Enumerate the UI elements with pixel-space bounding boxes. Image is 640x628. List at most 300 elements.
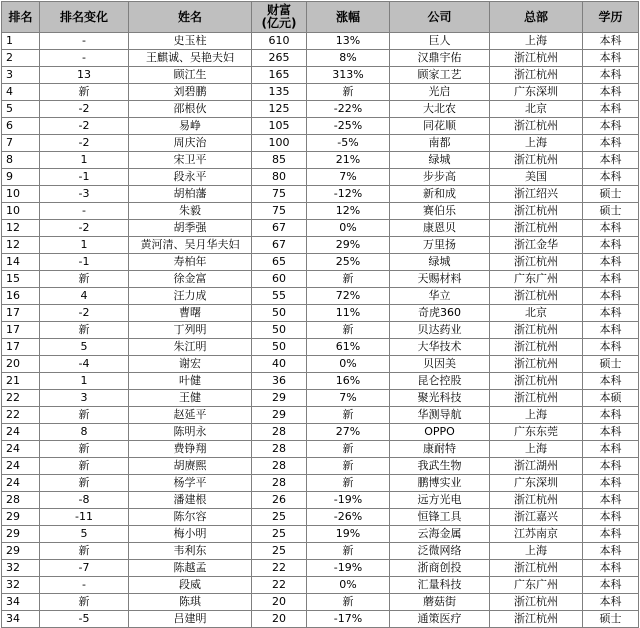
cell-rank: 5 xyxy=(2,101,40,118)
cell-wealth: 135 xyxy=(252,84,307,101)
cell-company: OPPO xyxy=(390,424,490,441)
cell-rank-change: -1 xyxy=(40,254,129,271)
cell-company: 华立 xyxy=(390,288,490,305)
cell-headquarters: 浙江杭州 xyxy=(490,356,583,373)
table-row xyxy=(2,441,639,458)
cell-rank: 21 xyxy=(2,373,40,390)
cell-company: 远方光电 xyxy=(390,492,490,509)
cell-name: 费铮翔 xyxy=(129,441,252,458)
cell-headquarters: 美国 xyxy=(490,169,583,186)
cell-wealth: 265 xyxy=(252,50,307,67)
cell-company: 奇虎360 xyxy=(390,305,490,322)
cell-headquarters: 浙江绍兴 xyxy=(490,186,583,203)
header-name: 姓名 xyxy=(129,2,252,33)
cell-wealth: 25 xyxy=(252,526,307,543)
cell-growth: 新 xyxy=(307,322,390,339)
cell-rank-change: - xyxy=(40,50,129,67)
cell-headquarters: 浙江杭州 xyxy=(490,288,583,305)
cell-growth: 0% xyxy=(307,577,390,594)
cell-rank-change: 新 xyxy=(40,441,129,458)
cell-education: 本科 xyxy=(583,254,639,271)
cell-company: 汇量科技 xyxy=(390,577,490,594)
cell-company: 步步高 xyxy=(390,169,490,186)
cell-wealth: 125 xyxy=(252,101,307,118)
table-row xyxy=(2,288,639,305)
cell-wealth: 20 xyxy=(252,594,307,611)
cell-company: 天赐材料 xyxy=(390,271,490,288)
cell-wealth: 75 xyxy=(252,186,307,203)
cell-growth: 25% xyxy=(307,254,390,271)
table-row xyxy=(2,305,639,322)
cell-rank: 24 xyxy=(2,475,40,492)
cell-company: 鹏博实业 xyxy=(390,475,490,492)
cell-rank-change: 5 xyxy=(40,339,129,356)
cell-headquarters: 浙江嘉兴 xyxy=(490,509,583,526)
cell-name: 宋卫平 xyxy=(129,152,252,169)
cell-growth: -5% xyxy=(307,135,390,152)
table-row xyxy=(2,203,639,220)
cell-wealth: 100 xyxy=(252,135,307,152)
cell-rank-change: - xyxy=(40,33,129,50)
cell-education: 本科 xyxy=(583,271,639,288)
cell-wealth: 28 xyxy=(252,475,307,492)
cell-name: 段永平 xyxy=(129,169,252,186)
cell-headquarters: 上海 xyxy=(490,407,583,424)
cell-growth: 61% xyxy=(307,339,390,356)
cell-wealth: 50 xyxy=(252,305,307,322)
table-row xyxy=(2,373,639,390)
table-row xyxy=(2,67,639,84)
cell-rank: 34 xyxy=(2,594,40,611)
cell-wealth: 67 xyxy=(252,237,307,254)
cell-education: 本科 xyxy=(583,577,639,594)
cell-name: 邵根伙 xyxy=(129,101,252,118)
header-wealth: 财富 (亿元) xyxy=(252,2,307,33)
table-row xyxy=(2,407,639,424)
cell-name: 徐金富 xyxy=(129,271,252,288)
cell-headquarters: 广东深圳 xyxy=(490,84,583,101)
cell-growth: -17% xyxy=(307,611,390,628)
cell-growth: 11% xyxy=(307,305,390,322)
cell-rank: 29 xyxy=(2,526,40,543)
cell-education: 本科 xyxy=(583,305,639,322)
cell-education: 本科 xyxy=(583,237,639,254)
cell-education: 本科 xyxy=(583,101,639,118)
cell-rank-change: -8 xyxy=(40,492,129,509)
cell-education: 本科 xyxy=(583,441,639,458)
table-row xyxy=(2,424,639,441)
table-row xyxy=(2,543,639,560)
cell-rank-change: 4 xyxy=(40,288,129,305)
cell-rank: 16 xyxy=(2,288,40,305)
table-row xyxy=(2,356,639,373)
cell-company: 新和成 xyxy=(390,186,490,203)
header-rank-change: 排名变化 xyxy=(40,2,129,33)
cell-rank: 24 xyxy=(2,458,40,475)
cell-name: 段威 xyxy=(129,577,252,594)
cell-rank-change: 1 xyxy=(40,373,129,390)
cell-wealth: 22 xyxy=(252,560,307,577)
cell-company: 贝达药业 xyxy=(390,322,490,339)
cell-rank-change: - xyxy=(40,577,129,594)
cell-education: 本科 xyxy=(583,118,639,135)
table-row xyxy=(2,50,639,67)
cell-growth: 12% xyxy=(307,203,390,220)
cell-growth: -19% xyxy=(307,560,390,577)
cell-rank-change: 新 xyxy=(40,407,129,424)
cell-name: 顾江生 xyxy=(129,67,252,84)
cell-growth: 19% xyxy=(307,526,390,543)
table-row xyxy=(2,186,639,203)
table-row xyxy=(2,390,639,407)
cell-growth: 0% xyxy=(307,220,390,237)
cell-name: 汪力成 xyxy=(129,288,252,305)
cell-rank: 10 xyxy=(2,186,40,203)
rich-list-table-container xyxy=(1,1,639,628)
cell-rank: 29 xyxy=(2,543,40,560)
cell-name: 潘建根 xyxy=(129,492,252,509)
cell-education: 本科 xyxy=(583,560,639,577)
cell-education: 本科 xyxy=(583,169,639,186)
table-row xyxy=(2,339,639,356)
cell-company: 蘑菇街 xyxy=(390,594,490,611)
rich-list-table xyxy=(1,1,639,628)
cell-headquarters: 广东东莞 xyxy=(490,424,583,441)
cell-name: 陈琪 xyxy=(129,594,252,611)
cell-rank-change: 新 xyxy=(40,594,129,611)
cell-education: 本科 xyxy=(583,220,639,237)
cell-growth: 新 xyxy=(307,543,390,560)
cell-rank: 15 xyxy=(2,271,40,288)
cell-headquarters: 广东广州 xyxy=(490,271,583,288)
cell-growth: 313% xyxy=(307,67,390,84)
table-row xyxy=(2,118,639,135)
cell-headquarters: 上海 xyxy=(490,135,583,152)
cell-education: 本科 xyxy=(583,50,639,67)
cell-education: 本科 xyxy=(583,424,639,441)
cell-headquarters: 浙江杭州 xyxy=(490,492,583,509)
cell-headquarters: 浙江杭州 xyxy=(490,254,583,271)
cell-education: 本硕 xyxy=(583,390,639,407)
cell-rank: 22 xyxy=(2,407,40,424)
table-row xyxy=(2,322,639,339)
cell-name: 胡柏藩 xyxy=(129,186,252,203)
cell-rank-change: 新 xyxy=(40,543,129,560)
cell-wealth: 105 xyxy=(252,118,307,135)
cell-rank-change: 1 xyxy=(40,152,129,169)
cell-wealth: 29 xyxy=(252,407,307,424)
header-headquarters: 总部 xyxy=(490,2,583,33)
cell-education: 本科 xyxy=(583,509,639,526)
cell-rank-change: - xyxy=(40,203,129,220)
cell-rank: 10 xyxy=(2,203,40,220)
cell-rank-change: 8 xyxy=(40,424,129,441)
cell-rank: 2 xyxy=(2,50,40,67)
cell-name: 史玉柱 xyxy=(129,33,252,50)
cell-company: 昆仑控股 xyxy=(390,373,490,390)
cell-company: 万里扬 xyxy=(390,237,490,254)
cell-company: 通策医疗 xyxy=(390,611,490,628)
header-row xyxy=(2,2,639,33)
cell-wealth: 75 xyxy=(252,203,307,220)
cell-name: 陈明永 xyxy=(129,424,252,441)
cell-rank: 28 xyxy=(2,492,40,509)
cell-headquarters: 浙江杭州 xyxy=(490,50,583,67)
cell-headquarters: 北京 xyxy=(490,305,583,322)
cell-company: 聚光科技 xyxy=(390,390,490,407)
cell-rank-change: 5 xyxy=(40,526,129,543)
cell-rank: 3 xyxy=(2,67,40,84)
cell-education: 本科 xyxy=(583,67,639,84)
cell-wealth: 22 xyxy=(252,577,307,594)
cell-company: 我武生物 xyxy=(390,458,490,475)
cell-name: 胡季强 xyxy=(129,220,252,237)
cell-rank: 12 xyxy=(2,237,40,254)
table-row xyxy=(2,492,639,509)
header-company: 公司 xyxy=(390,2,490,33)
cell-headquarters: 北京 xyxy=(490,101,583,118)
cell-education: 硕士 xyxy=(583,203,639,220)
cell-company: 华测导航 xyxy=(390,407,490,424)
table-row xyxy=(2,271,639,288)
cell-name: 吕建明 xyxy=(129,611,252,628)
cell-headquarters: 上海 xyxy=(490,33,583,50)
cell-headquarters: 浙江湖州 xyxy=(490,458,583,475)
table-row xyxy=(2,560,639,577)
cell-education: 本科 xyxy=(583,543,639,560)
cell-education: 本科 xyxy=(583,84,639,101)
cell-name: 易峥 xyxy=(129,118,252,135)
table-row xyxy=(2,475,639,492)
cell-name: 寿柏年 xyxy=(129,254,252,271)
cell-education: 本科 xyxy=(583,135,639,152)
cell-wealth: 36 xyxy=(252,373,307,390)
cell-company: 大华技术 xyxy=(390,339,490,356)
cell-growth: 新 xyxy=(307,271,390,288)
table-row xyxy=(2,594,639,611)
cell-name: 陈越孟 xyxy=(129,560,252,577)
cell-growth: 7% xyxy=(307,169,390,186)
table-row xyxy=(2,254,639,271)
cell-education: 硕士 xyxy=(583,611,639,628)
cell-name: 谢宏 xyxy=(129,356,252,373)
table-row xyxy=(2,611,639,628)
cell-wealth: 26 xyxy=(252,492,307,509)
cell-company: 大北农 xyxy=(390,101,490,118)
cell-education: 本科 xyxy=(583,339,639,356)
cell-headquarters: 浙江杭州 xyxy=(490,152,583,169)
cell-name: 韦利东 xyxy=(129,543,252,560)
table-row xyxy=(2,101,639,118)
cell-education: 本科 xyxy=(583,33,639,50)
cell-wealth: 80 xyxy=(252,169,307,186)
cell-rank-change: 新 xyxy=(40,322,129,339)
cell-growth: 新 xyxy=(307,441,390,458)
cell-rank: 22 xyxy=(2,390,40,407)
cell-rank-change: 1 xyxy=(40,237,129,254)
cell-growth: -19% xyxy=(307,492,390,509)
cell-headquarters: 浙江杭州 xyxy=(490,118,583,135)
cell-wealth: 50 xyxy=(252,322,307,339)
cell-rank-change: -2 xyxy=(40,220,129,237)
cell-growth: 8% xyxy=(307,50,390,67)
cell-education: 本科 xyxy=(583,407,639,424)
cell-rank: 17 xyxy=(2,305,40,322)
cell-wealth: 28 xyxy=(252,441,307,458)
cell-growth: 21% xyxy=(307,152,390,169)
cell-rank: 4 xyxy=(2,84,40,101)
cell-education: 本科 xyxy=(583,475,639,492)
table-row xyxy=(2,526,639,543)
cell-rank-change: -3 xyxy=(40,186,129,203)
cell-rank-change: 新 xyxy=(40,475,129,492)
cell-wealth: 20 xyxy=(252,611,307,628)
cell-growth: -12% xyxy=(307,186,390,203)
cell-headquarters: 上海 xyxy=(490,441,583,458)
cell-growth: 72% xyxy=(307,288,390,305)
cell-company: 康耐特 xyxy=(390,441,490,458)
cell-headquarters: 浙江杭州 xyxy=(490,373,583,390)
cell-rank: 17 xyxy=(2,322,40,339)
cell-education: 本科 xyxy=(583,594,639,611)
cell-name: 朱江明 xyxy=(129,339,252,356)
cell-rank-change: -2 xyxy=(40,118,129,135)
cell-headquarters: 浙江杭州 xyxy=(490,560,583,577)
cell-growth: 13% xyxy=(307,33,390,50)
cell-rank: 24 xyxy=(2,441,40,458)
cell-wealth: 50 xyxy=(252,339,307,356)
table-row xyxy=(2,33,639,50)
cell-education: 本科 xyxy=(583,526,639,543)
cell-name: 丁列明 xyxy=(129,322,252,339)
cell-rank: 32 xyxy=(2,577,40,594)
cell-rank-change: 新 xyxy=(40,458,129,475)
cell-education: 本科 xyxy=(583,322,639,339)
cell-company: 南都 xyxy=(390,135,490,152)
cell-rank: 9 xyxy=(2,169,40,186)
cell-education: 本科 xyxy=(583,373,639,390)
cell-wealth: 165 xyxy=(252,67,307,84)
cell-company: 浙商创投 xyxy=(390,560,490,577)
cell-rank: 7 xyxy=(2,135,40,152)
cell-headquarters: 浙江杭州 xyxy=(490,390,583,407)
cell-rank-change: 新 xyxy=(40,271,129,288)
cell-company: 赛伯乐 xyxy=(390,203,490,220)
table-row xyxy=(2,135,639,152)
cell-education: 本科 xyxy=(583,492,639,509)
cell-name: 梅小明 xyxy=(129,526,252,543)
cell-education: 硕士 xyxy=(583,186,639,203)
cell-growth: 新 xyxy=(307,407,390,424)
cell-growth: 新 xyxy=(307,475,390,492)
cell-growth: -25% xyxy=(307,118,390,135)
table-row xyxy=(2,458,639,475)
cell-wealth: 60 xyxy=(252,271,307,288)
table-row xyxy=(2,509,639,526)
cell-growth: 29% xyxy=(307,237,390,254)
cell-wealth: 40 xyxy=(252,356,307,373)
cell-company: 光启 xyxy=(390,84,490,101)
cell-headquarters: 浙江金华 xyxy=(490,237,583,254)
cell-headquarters: 浙江杭州 xyxy=(490,339,583,356)
cell-headquarters: 浙江杭州 xyxy=(490,203,583,220)
cell-name: 叶健 xyxy=(129,373,252,390)
cell-rank: 14 xyxy=(2,254,40,271)
cell-wealth: 28 xyxy=(252,458,307,475)
cell-company: 汉鼎宇佑 xyxy=(390,50,490,67)
cell-name: 周庆治 xyxy=(129,135,252,152)
table-row xyxy=(2,152,639,169)
cell-rank-change: 新 xyxy=(40,84,129,101)
cell-rank-change: -2 xyxy=(40,305,129,322)
cell-wealth: 55 xyxy=(252,288,307,305)
cell-rank: 6 xyxy=(2,118,40,135)
cell-name: 胡赓熙 xyxy=(129,458,252,475)
cell-growth: -26% xyxy=(307,509,390,526)
cell-growth: 新 xyxy=(307,458,390,475)
cell-growth: 16% xyxy=(307,373,390,390)
cell-wealth: 25 xyxy=(252,543,307,560)
table-body xyxy=(2,33,639,628)
table-row xyxy=(2,169,639,186)
cell-headquarters: 上海 xyxy=(490,543,583,560)
cell-headquarters: 浙江杭州 xyxy=(490,611,583,628)
cell-name: 陈尔容 xyxy=(129,509,252,526)
cell-rank: 32 xyxy=(2,560,40,577)
cell-name: 黄河清、吴月华夫妇 xyxy=(129,237,252,254)
cell-company: 同花顺 xyxy=(390,118,490,135)
cell-name: 杨学平 xyxy=(129,475,252,492)
cell-name: 王健 xyxy=(129,390,252,407)
cell-headquarters: 浙江杭州 xyxy=(490,220,583,237)
cell-rank: 8 xyxy=(2,152,40,169)
cell-headquarters: 江苏南京 xyxy=(490,526,583,543)
cell-wealth: 85 xyxy=(252,152,307,169)
cell-growth: 新 xyxy=(307,84,390,101)
cell-rank: 29 xyxy=(2,509,40,526)
cell-education: 本科 xyxy=(583,458,639,475)
cell-headquarters: 广东深圳 xyxy=(490,475,583,492)
cell-rank-change: -5 xyxy=(40,611,129,628)
cell-rank: 17 xyxy=(2,339,40,356)
cell-company: 绿城 xyxy=(390,254,490,271)
table-row xyxy=(2,220,639,237)
cell-education: 本科 xyxy=(583,288,639,305)
cell-company: 云海金属 xyxy=(390,526,490,543)
cell-rank: 12 xyxy=(2,220,40,237)
cell-headquarters: 广东广州 xyxy=(490,577,583,594)
header-education: 学历 xyxy=(583,2,639,33)
cell-wealth: 29 xyxy=(252,390,307,407)
cell-wealth: 65 xyxy=(252,254,307,271)
cell-rank-change: -2 xyxy=(40,135,129,152)
cell-rank: 34 xyxy=(2,611,40,628)
cell-headquarters: 浙江杭州 xyxy=(490,322,583,339)
table-row xyxy=(2,577,639,594)
header-rank: 排名 xyxy=(2,2,40,33)
cell-growth: 0% xyxy=(307,356,390,373)
cell-company: 恒锋工具 xyxy=(390,509,490,526)
cell-company: 泛微网络 xyxy=(390,543,490,560)
cell-wealth: 610 xyxy=(252,33,307,50)
cell-name: 曹曙 xyxy=(129,305,252,322)
cell-rank-change: -1 xyxy=(40,169,129,186)
cell-company: 绿城 xyxy=(390,152,490,169)
cell-name: 王麒诚、吴艳夫妇 xyxy=(129,50,252,67)
cell-rank-change: -7 xyxy=(40,560,129,577)
table-row xyxy=(2,84,639,101)
cell-wealth: 67 xyxy=(252,220,307,237)
